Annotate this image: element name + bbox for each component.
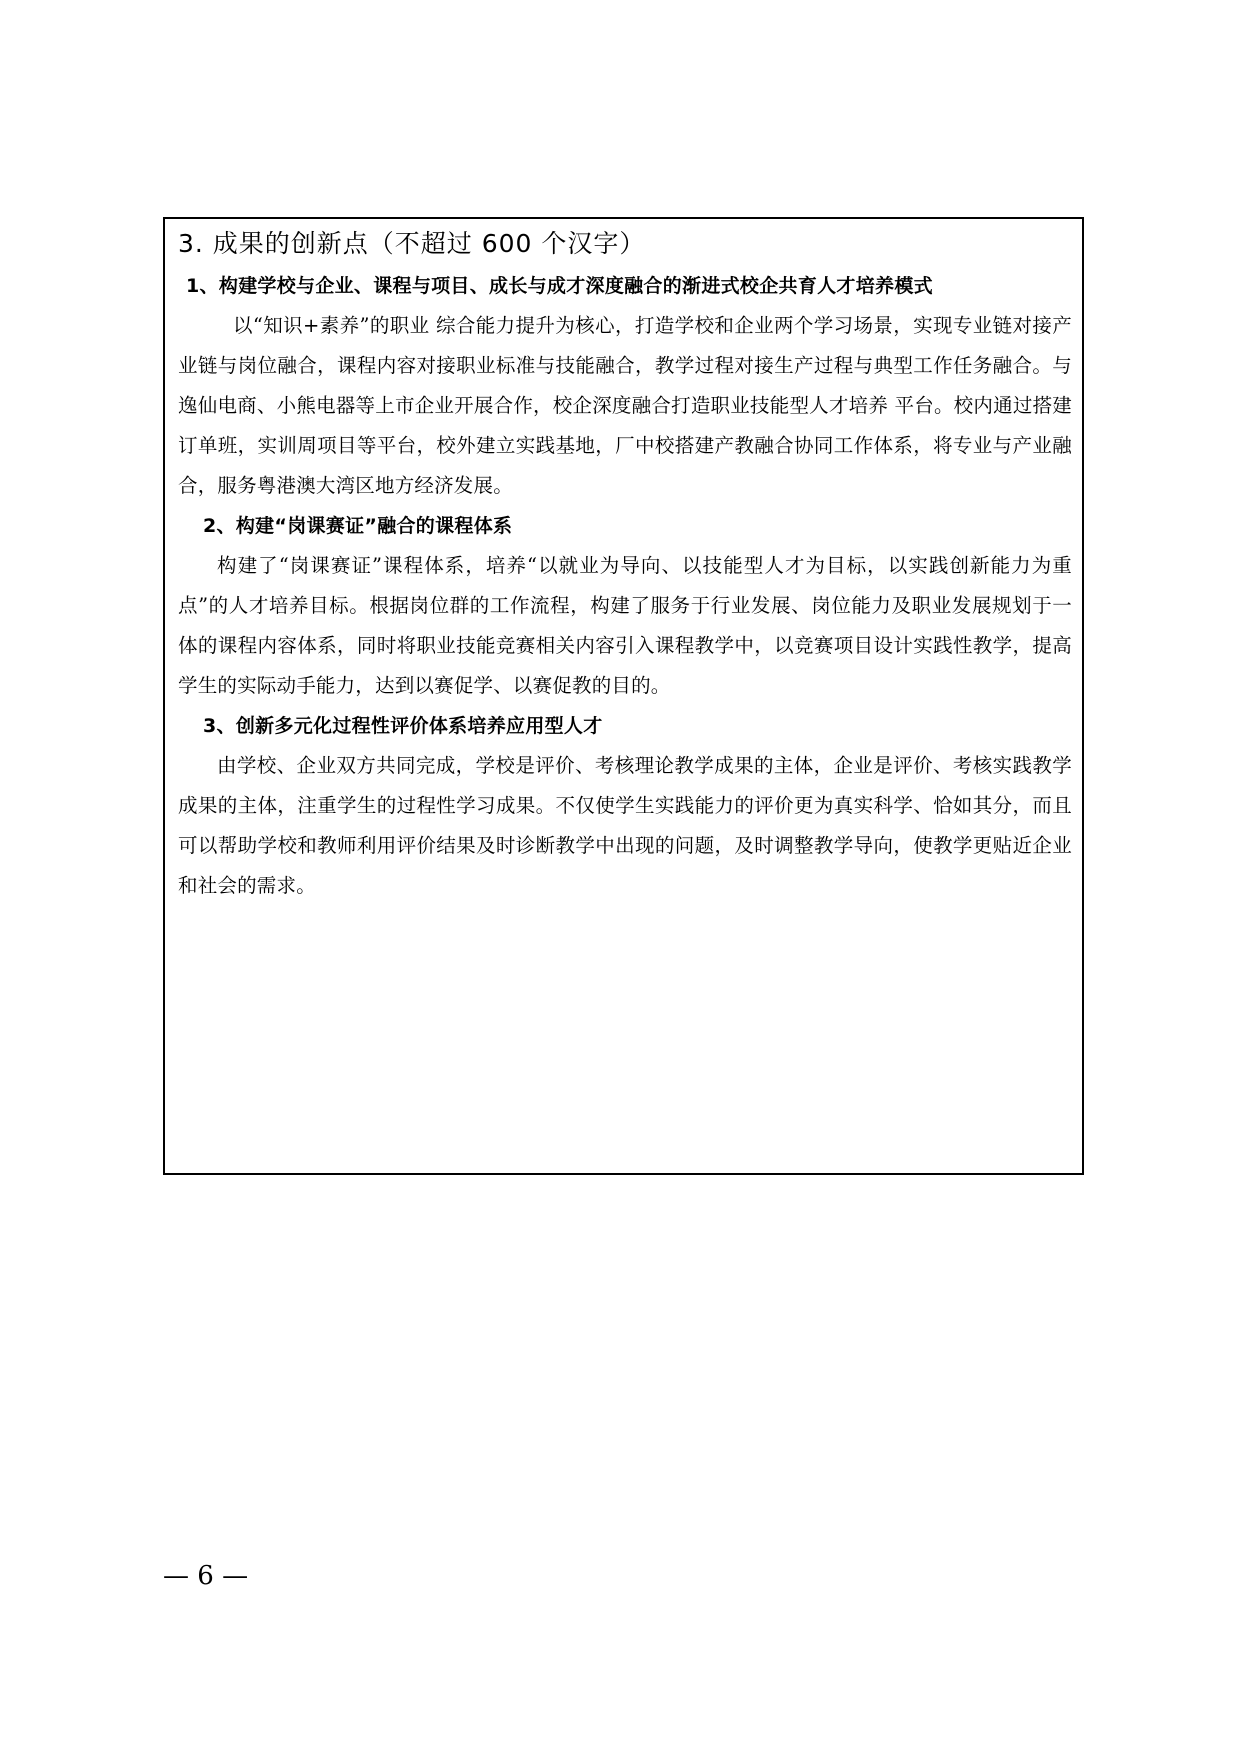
point-3-body: 由学校、企业双方共同完成，学校是评价、考核理论教学成果的主体，企业是评价、考核实践教学成果的主体，注重学生的过程性学习成果。不仅使学生实践能力的评价更为真实科学、恰如其分，而且可以帮助学校和教师利用评价结果及时诊断教学中出现的问题，及时调整教学导向，使教学更贴近企业和社会的需求。 bbox=[178, 754, 1072, 897]
page-number: — 6 — bbox=[163, 1561, 249, 1591]
point-3-heading: 3、创新多元化过程性评价体系培养应用型人才 bbox=[203, 715, 603, 737]
point-2-heading: 2、构建“岗课赛证”融合的课程体系 bbox=[203, 515, 513, 537]
point-1-heading: 1、构建学校与企业、课程与项目、成长与成才深度融合的渐进式校企共育人才培养模式 bbox=[186, 275, 933, 297]
point-1-body: 以“知识+素养”的职业 综合能力提升为核心，打造学校和企业两个学习场景，实现专业链对接产业链与岗位融合，课程内容对接职业标准与技能融合，教学过程对接生产过程与典型工作任务融合。与逸仙电商、小熊电器等上市企业开展合作，校企深度融合打造职业技能型人才培养 平台。校内通过搭建订单班，实训周项目等平台，校外建立实践基地，厂中校搭建产教融合协同工作体系，将专业与产业融合，服务粤港澳大湾区地方经济发展。 bbox=[178, 314, 1072, 497]
point-2-body: 构建了“岗课赛证”课程体系，培养“以就业为导向、以技能型人才为目标，以实践创新能力为重点”的人才培养目标。根据岗位群的工作流程，构建了服务于行业发展、岗位能力及职业发展规划于一体的课程内容体系，同时将职业技能竞赛相关内容引入课程教学中，以竞赛项目设计实践性教学，提高学生的实际动手能力，达到以赛促学、以赛促教的目的。 bbox=[178, 554, 1072, 697]
section-title: 3. 成果的创新点（不超过 600 个汉字） bbox=[178, 229, 646, 258]
innovation-points-box bbox=[163, 217, 1084, 1175]
